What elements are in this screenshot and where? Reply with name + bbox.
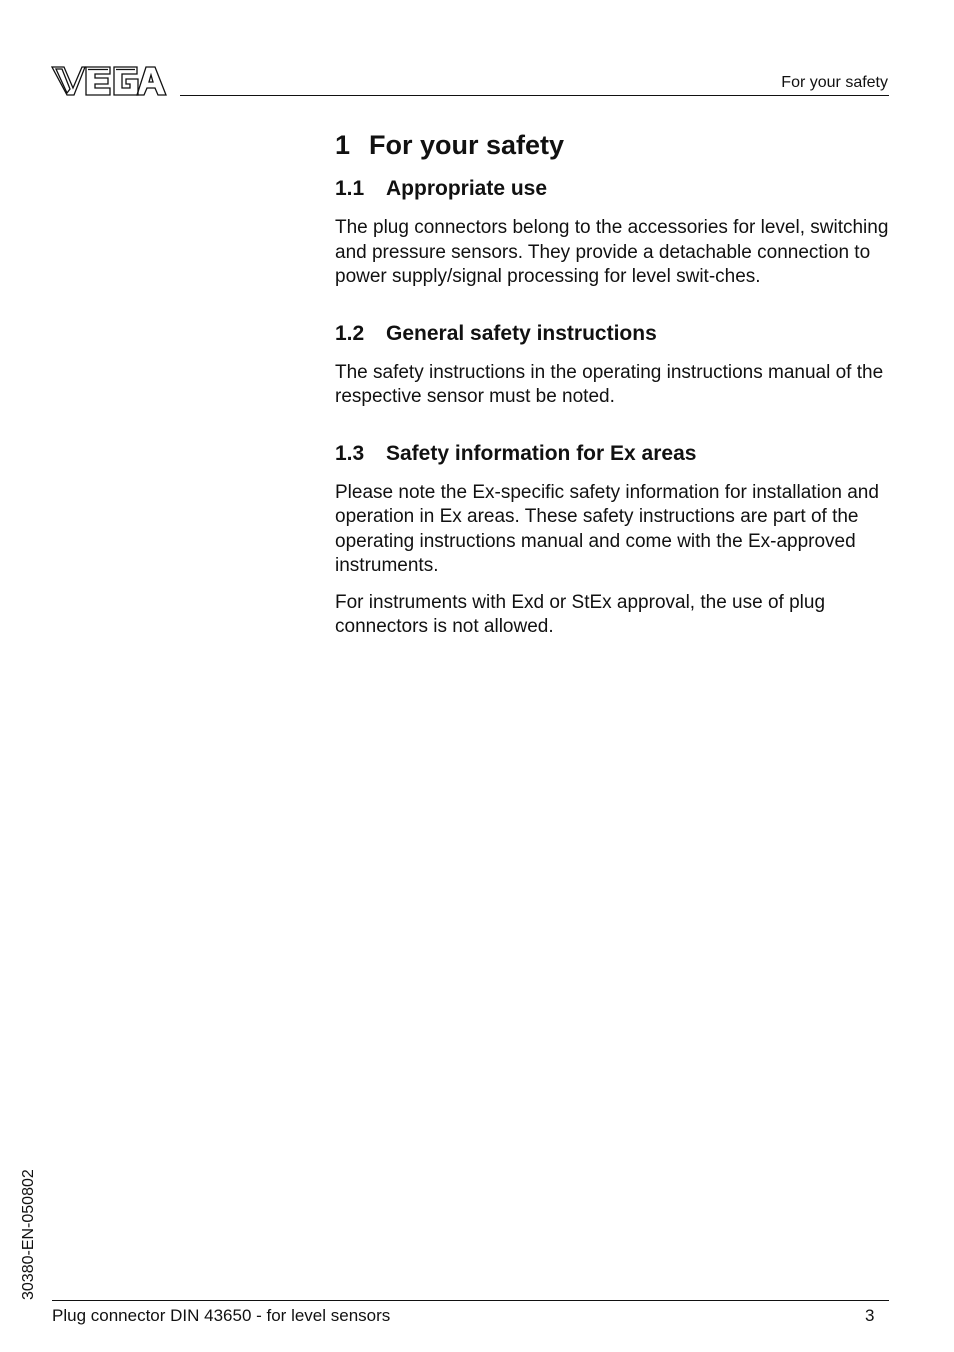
- chapter-number: 1: [335, 130, 351, 160]
- header-rule: [180, 95, 889, 96]
- section-heading: [335, 441, 891, 467]
- paragraph: The plug connectors belong to the accessories for level, switching and pressure sensors. They provide a detachable connection to power supply/signal processing for level swit-ches.: [335, 217, 889, 287]
- section-heading: [335, 321, 891, 347]
- chapter-heading: [335, 128, 891, 162]
- section-title: Appropriate use: [386, 177, 548, 200]
- section-heading: [335, 176, 891, 202]
- section-number: 1.3: [335, 441, 365, 465]
- footer-document-title: Plug connector DIN 43650 - for level sensors: [52, 1306, 391, 1325]
- section-appropriate-use: [335, 176, 891, 290]
- paragraph: The safety instructions in the operating instructions manual of the respective sensor must be noted.: [335, 361, 884, 407]
- section-title: General safety instructions: [386, 321, 657, 345]
- section-ex-areas: [335, 441, 891, 640]
- document-code: 30380-EN-050802: [20, 1169, 37, 1300]
- page-number: 3: [865, 1306, 875, 1325]
- footer-rule: [52, 1300, 889, 1301]
- main-content: [335, 128, 891, 652]
- chapter-title: For your safety: [369, 130, 565, 160]
- section-general-safety-instructions: [335, 321, 891, 410]
- paragraph: Please note the Ex-specific safety information for installation and operation in Ex areas. These safety instructions are part of the operating instructions manual and come with the Ex-approved instruments.: [335, 481, 879, 576]
- section-title: Safety information for Ex areas: [386, 441, 697, 465]
- vega-logo: [50, 64, 168, 98]
- paragraph: For instruments with Exd or StEx approval, the use of plug connectors is not allowed.: [335, 591, 826, 637]
- section-number: 1.1: [335, 177, 365, 200]
- section-number: 1.2: [335, 321, 365, 345]
- running-header: For your safety: [781, 74, 888, 91]
